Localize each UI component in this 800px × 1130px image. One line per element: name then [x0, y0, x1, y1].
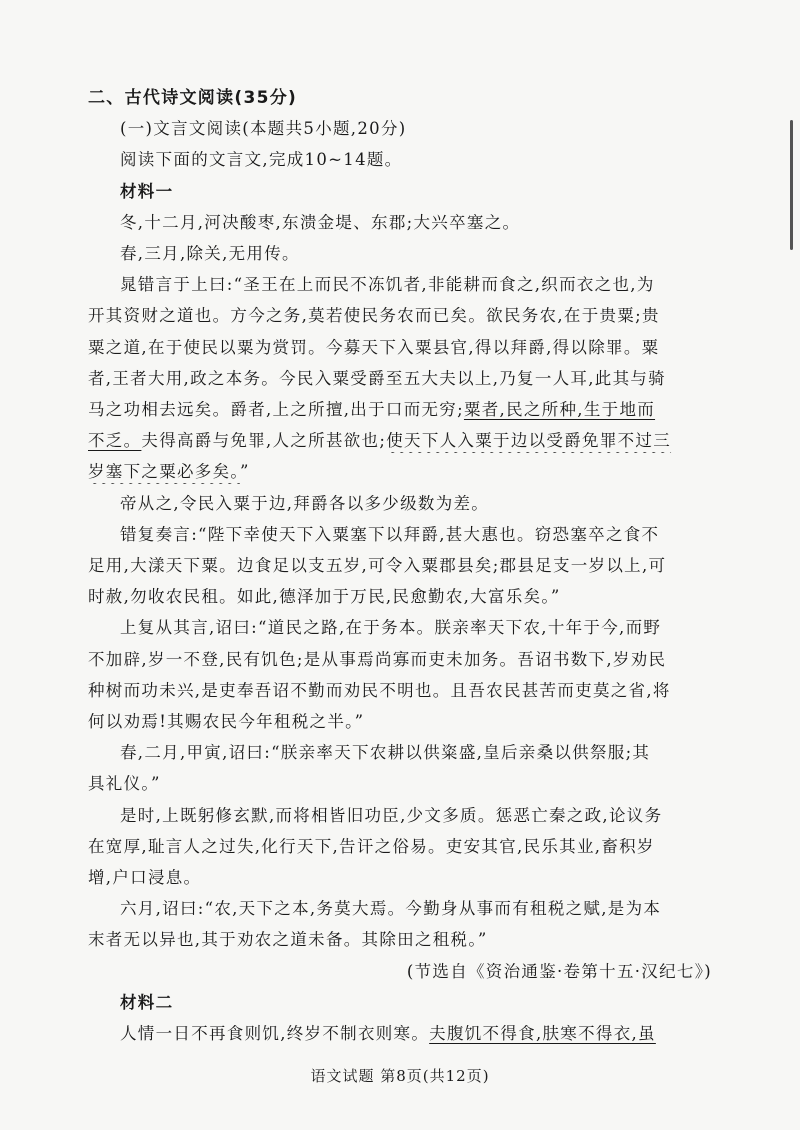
source-citation: (节选自《资治通鉴·卷第十五·汉纪七》): [406, 961, 712, 981]
text-line: 晁错言于上曰:“圣王在上而民不冻饥者,非能耕而食之,织而衣之也,为: [120, 275, 655, 295]
text-line: 具礼仪。”: [88, 774, 161, 794]
wavy-underlined-segment: 使天下人入粟于边以受爵免罪不过三: [386, 431, 672, 451]
text-line: 不加辟,岁一不登,民有饥色;是从事焉尚寡而吏未加务。吾诏书数下,岁劝民: [88, 649, 667, 669]
text-line-underlined: [88, 460, 712, 484]
material2-title: 材料二: [120, 992, 174, 1012]
text-line: 时赦,勿收农民租。如此,德泽加于万民,民愈勤农,大富乐矣。”: [88, 587, 561, 607]
plain-segment: 人情一日不再食则饥,终岁不制衣则寒。: [120, 1024, 430, 1043]
plain-segment: ”: [239, 462, 250, 482]
text-line: 末者无以异也,其于劝农之道未备。其除田之租税。”: [88, 930, 488, 950]
instruction: 阅读下面的文言文,完成10~14题。: [120, 150, 403, 170]
text-line: 春,三月,除关,无用传。: [120, 244, 300, 263]
text-line: 粟之道,在于使民以粟为赏罚。今募天下入粟县官,得以拜爵,得以除罪。粟: [88, 337, 660, 357]
underlined-segment: 夫腹饥不得食,肤寒不得衣,虽: [429, 1024, 656, 1043]
underlined-segment: 不乏。: [88, 431, 142, 451]
text-line: 在宽厚,耻言人之过失,化行天下,告讦之俗易。吏安其官,民乐其业,畜积岁: [88, 836, 655, 856]
text-line: 六月,诏曰:“农,天下之本,务莫大焉。今勤身从事而有租税之赋,是为本: [120, 899, 662, 919]
plain-segment: 马之功相去远矣。爵者,上之所擅,出于口而无穷;: [88, 400, 464, 419]
sub-title: (一)文言文阅读(本题共5小题,20分): [120, 119, 407, 139]
text-line: 开其资财之道也。方今之务,莫若使民务农而已矣。欲民务农,在于贵粟;贵: [88, 306, 660, 326]
page-footer: 语文试题 第8页(共12页): [310, 1067, 490, 1086]
wavy-underlined-segment: 岁塞下之粟必多矣。: [88, 462, 240, 482]
section-title: 二、古代诗文阅读(35分): [88, 88, 298, 108]
text-line: 春,二月,甲寅,诏曰:“朕亲率天下农耕以供粢盛,皇后亲桑以供祭服;其: [120, 743, 651, 763]
material1-title: 材料一: [120, 181, 174, 201]
scan-edge-mark: [782, 120, 800, 250]
text-line: 上复从其言,诏曰:“道民之路,在于务本。朕亲率天下农,十年于今,而野: [120, 618, 662, 638]
text-line: 错复奏言:“陛下幸使天下入粟塞下以拜爵,甚大惠也。窃恐塞卒之食不: [120, 524, 660, 544]
text-line-underlined: [88, 398, 712, 422]
text-line-underlined: [88, 429, 712, 453]
text-line: 何以劝焉!其赐农民今年租税之半。”: [88, 712, 365, 731]
text-line: 足用,大漾天下粟。边食足以支五岁,可令入粟郡县矣;郡县足支一岁以上,可: [88, 556, 667, 575]
text-line: 帝从之,令民入粟于边,拜爵各以多少级数为差。: [120, 493, 490, 513]
text-line: 是时,上既躬修玄默,而将相皆旧功臣,少文多质。惩恶亡秦之政,论议务: [120, 805, 663, 825]
text-line: 增,户口浸息。: [88, 868, 202, 887]
text-line: 者,王者大用,政之本务。今民入粟受爵至五大夫以上,乃复一人耳,此其与骑: [88, 368, 666, 388]
text-line: 冬,十二月,河决酸枣,东溃金堤、东郡;大兴卒塞之。: [120, 212, 521, 232]
plain-segment: 夫得高爵与免罪,人之所甚欲也;: [141, 431, 387, 451]
text-line: 种树而功未兴,是吏奉吾诏不勤而劝民不明也。且吾农民甚苦而吏莫之省,将: [88, 680, 671, 700]
underlined-segment: 粟者,民之所种,生于地而: [463, 400, 656, 419]
